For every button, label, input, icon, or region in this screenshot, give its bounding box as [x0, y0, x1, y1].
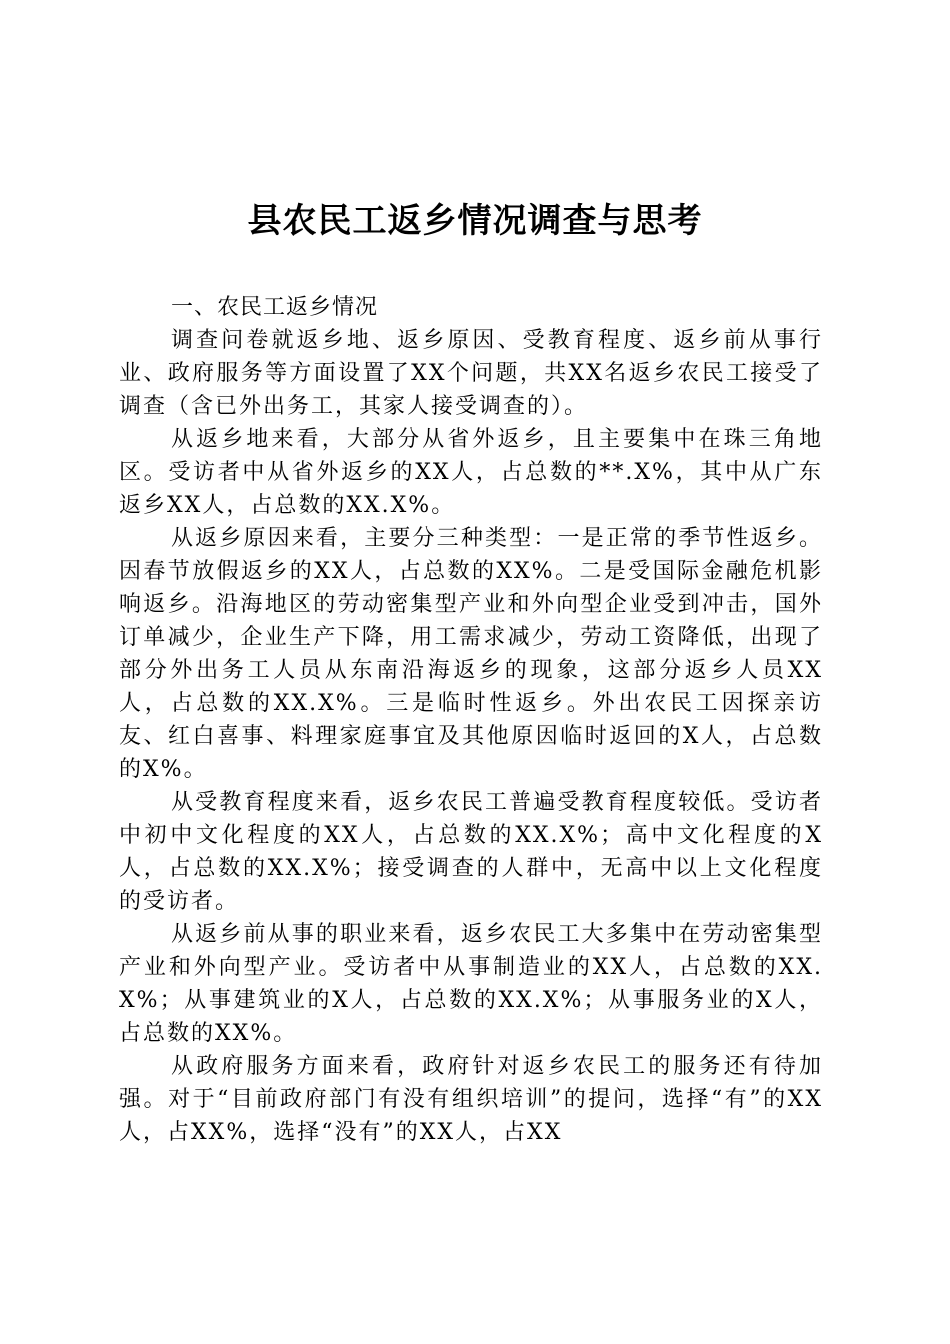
paragraph-return-origin: 从返乡地来看，大部分从省外返乡，且主要集中在珠三角地区。受访者中从省外返乡的XX人，占总数的**.X%，其中从广东返乡XX人，占总数的XX.X%。	[119, 427, 823, 518]
document-body	[119, 292, 823, 1149]
paragraph-return-reasons: 从返乡原因来看，主要分三种类型：一是正常的季节性返乡。因春节放假返乡的XX人，占总数的XX%。二是受国际金融危机影响返乡。沿海地区的劳动密集型产业和外向型企业受到冲击，国外订单减少，企业生产下降，用工需求减少，劳动工资降低，出现了部分外出务工人员从东南沿海返乡的现象，这部分返乡人员XX人，占总数的XX.X%。三是临时性返乡。外出农民工因探亲访友、红白喜事、料理家庭事宜及其他原因临时返回的X人，占总数的X%。	[119, 526, 823, 782]
section-heading: 一、农民工返乡情况	[171, 295, 379, 320]
paragraph-prior-occupation: 从返乡前从事的职业来看，返乡农民工大多集中在劳动密集型产业和外向型产业。受访者中从事制造业的XX人，占总数的XX.X%；从事建筑业的X人，占总数的XX.X%；从事服务业的X人，占总数的XX%。	[119, 922, 823, 1046]
paragraph-survey-overview: 调查问卷就返乡地、返乡原因、受教育程度、返乡前从事行业、政府服务等方面设置了XX个问题，共XX名返乡农民工接受了调查（含已外出务工，其家人接受调查的）。	[119, 328, 823, 419]
document-title: 县农民工返乡情况调查与思考	[247, 201, 703, 241]
paragraph-education-level: 从受教育程度来看，返乡农民工普遍受教育程度较低。受访者中初中文化程度的XX人，占总数的XX.X%；高中文化程度的X人，占总数的XX.X%；接受调查的人群中，无高中以上文化程度的受访者。	[119, 790, 823, 914]
paragraph-government-services: 从政府服务方面来看，政府针对返乡农民工的服务还有待加强。对于“目前政府部门有没有组织培训”的提问，选择“有”的XX人，占XX%，选择“没有”的XX人，占XX	[119, 1054, 823, 1145]
